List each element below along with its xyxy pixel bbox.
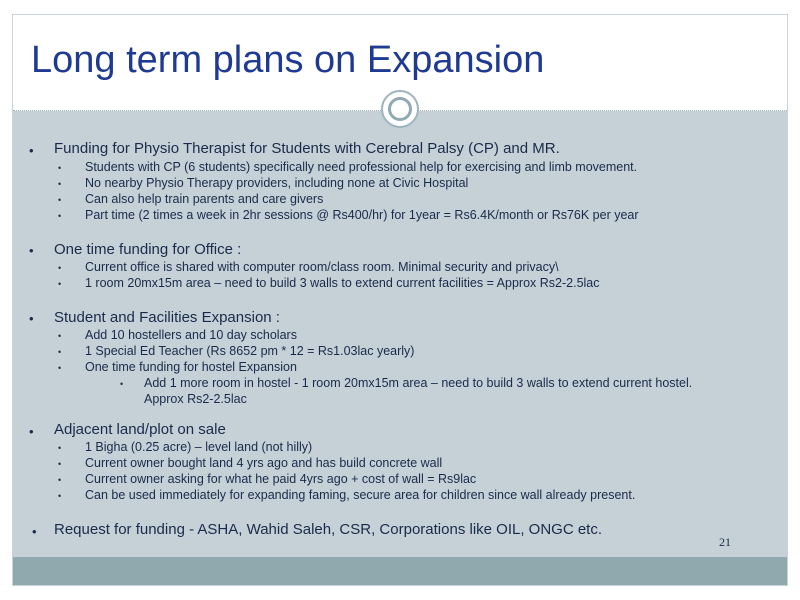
section-heading: One time funding for Office : — [54, 241, 242, 258]
bullet-icon: • — [58, 459, 62, 469]
list-item: Current owner asking for what he paid 4yrs ago + cost of wall = Rs9lac — [85, 472, 477, 486]
list-item: 1 room 20mx15m area – need to build 3 walls to extend current facilities = Approx Rs2-2.5lac — [85, 276, 600, 290]
bullet-icon: • — [58, 163, 62, 173]
list-item: Can also help train parents and care givers — [85, 192, 324, 206]
bullet-icon: • — [58, 331, 62, 341]
bullet-icon: • — [58, 263, 62, 273]
bullet-icon: • — [58, 179, 62, 189]
bullet-icon: • — [29, 243, 34, 258]
footer-band — [13, 557, 787, 585]
list-item: No nearby Physio Therapy providers, including none at Civic Hospital — [85, 176, 469, 190]
bullet-icon: • — [29, 424, 34, 439]
section-heading: Request for funding - ASHA, Wahid Saleh, CSR, Corporations like OIL, ONGC etc. — [54, 521, 603, 538]
bullet-icon: • — [58, 279, 62, 289]
bullet-icon: • — [29, 143, 34, 158]
bullet-icon: • — [58, 211, 62, 221]
bullet-icon: • — [58, 363, 62, 373]
bullet-icon: • — [58, 195, 62, 205]
section-heading: Adjacent land/plot on sale — [54, 421, 226, 438]
bullet-icon: • — [120, 379, 124, 389]
list-item: Part time (2 times a week in 2hr sessions @ Rs400/hr) for 1year = Rs6.4K/month or Rs76K per year — [85, 208, 639, 222]
list-item: 1 Special Ed Teacher (Rs 8652 pm * 12 = Rs1.03lac yearly) — [85, 344, 415, 358]
list-item: Current office is shared with computer room/class room. Minimal security and privacy\ — [85, 260, 559, 274]
slide-title: Long term plans on Expansion — [31, 39, 545, 81]
list-item: Can be used immediately for expanding faming, secure area for children since wall already present. — [85, 488, 636, 502]
section-heading: Funding for Physio Therapist for Students with Cerebral Palsy (CP) and MR. — [54, 140, 560, 157]
list-item: Students with CP (6 students) specifically need professional help for exercising and limb movement. — [85, 160, 638, 174]
section-heading: Student and Facilities Expansion : — [54, 309, 280, 326]
bullet-icon: • — [32, 524, 37, 539]
list-item: One time funding for hostel Expansion — [85, 360, 297, 374]
list-item: Current owner bought land 4 yrs ago and has build concrete wall — [85, 456, 443, 470]
bullet-icon: • — [58, 475, 62, 485]
ring-ornament-icon — [381, 90, 419, 128]
sub-list-item-continuation: Approx Rs2-2.5lac — [144, 392, 247, 406]
list-item: Add 10 hostellers and 10 day scholars — [85, 328, 297, 342]
list-item: 1 Bigha (0.25 acre) – level land (not hilly) — [85, 440, 313, 454]
bullet-icon: • — [58, 491, 62, 501]
bullet-icon: • — [58, 347, 62, 357]
page-number: 21 — [719, 535, 731, 549]
sub-list-item: Add 1 more room in hostel - 1 room 20mx15m area – need to build 3 walls to extend current hostel. — [144, 376, 693, 390]
bullet-icon: • — [29, 311, 34, 326]
bullet-icon: • — [58, 443, 62, 453]
